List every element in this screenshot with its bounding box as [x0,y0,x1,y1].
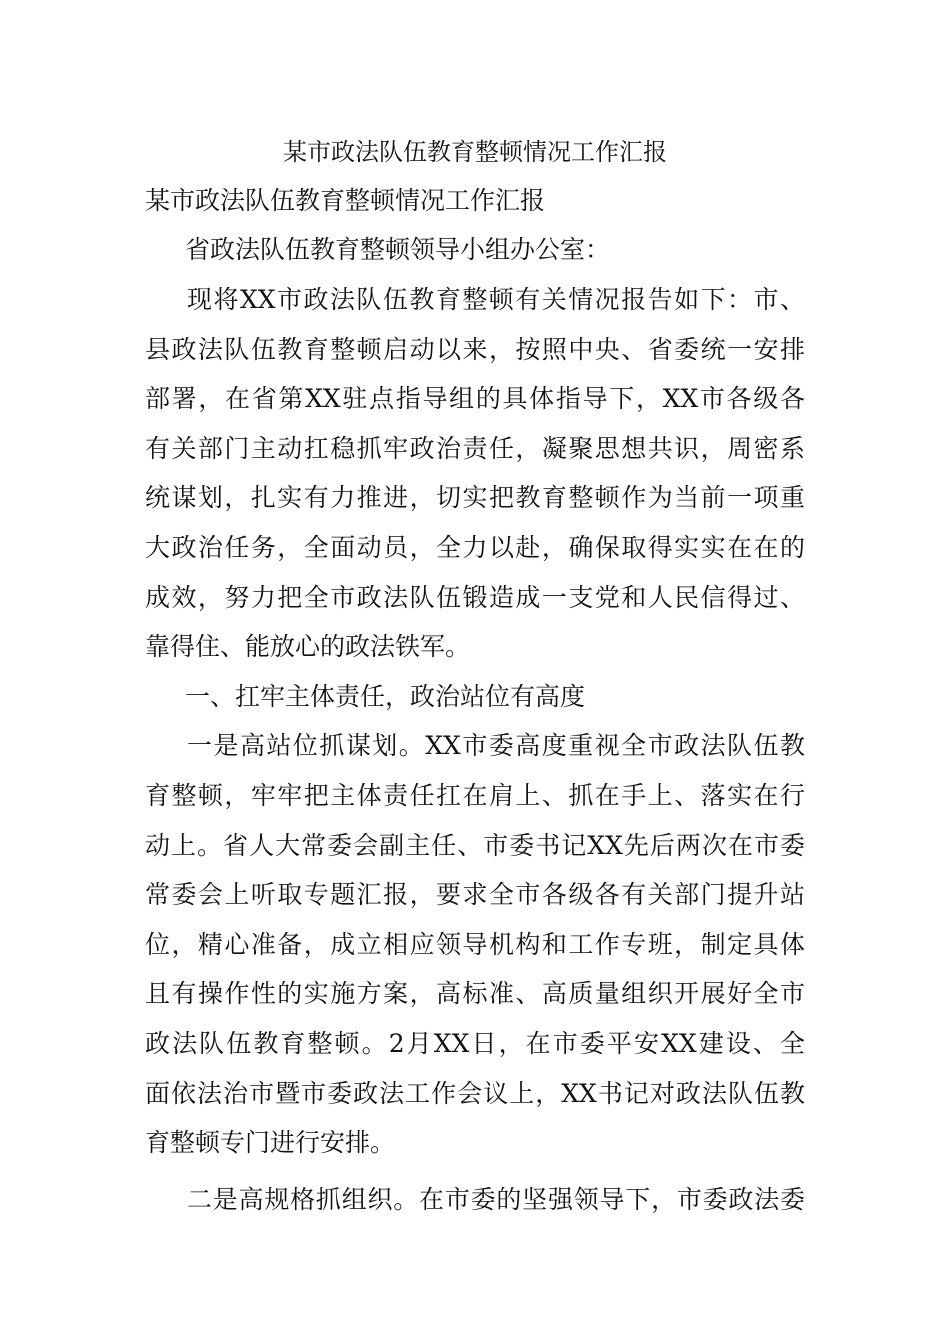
intro-line: 有关部门主动扛稳抓牢政治责任，凝聚思想共识，周密系 [145,434,805,463]
paragraph-line: 育整顿，牢牢把主体责任扛在肩上、抓在手上、落实在行 [145,781,805,810]
paragraph-line: 位，精心准备，成立相应领导机构和工作专班，制定具体 [145,930,805,959]
paragraph-line: 且有操作性的实施方案，高标准、高质量组织开展好全市 [145,979,805,1008]
intro-line: 现将XX市政法队伍教育整顿有关情况报告如下：市、 [187,285,805,314]
paragraph-line: 面依法治市暨市委政法工作会议上，XX书记对政法队伍教 [145,1079,805,1108]
paragraph-line: 二是高规格抓组织。在市委的坚强领导下，市委政法委 [187,1185,805,1214]
intro-line: 成效，努力把全市政法队伍锻造成一支党和人民信得过、 [145,583,805,612]
intro-line: 县政法队伍教育整顿启动以来，按照中央、省委统一安排 [145,335,805,364]
intro-line: 大政治任务，全面动员，全力以赴，确保取得实实在在的 [145,533,805,562]
intro-line: 统谋划，扎实有力推进，切实把教育整顿作为当前一项重 [145,483,805,512]
paragraph-line: 动上。省人大常委会副主任、市委书记XX先后两次在市委 [145,831,805,860]
document-title: 某市政法队伍教育整顿情况工作汇报 [283,138,667,166]
paragraph-line: 育整顿专门进行安排。 [145,1128,396,1157]
paragraph-line: 一是高站位抓谋划。XX市委高度重视全市政法队伍教 [187,731,805,760]
intro-line: 部署，在省第XX驻点指导组的具体指导下，XX市各级各 [145,384,805,413]
intro-line: 靠得住、能放心的政法铁军。 [145,632,471,661]
paragraph-line: 政法队伍教育整顿。2月XX日，在市委平安XX建设、全 [145,1029,805,1058]
section-heading: 一、扛牢主体责任，政治站位有高度 [185,682,586,711]
paragraph-line: 常委会上听取专题汇报，要求全市各级各有关部门提升站 [145,880,805,909]
document-subtitle: 某市政法队伍教育整顿情况工作汇报 [145,186,546,215]
salutation: 省政法队伍教育整顿领导小组办公室： [185,235,611,264]
